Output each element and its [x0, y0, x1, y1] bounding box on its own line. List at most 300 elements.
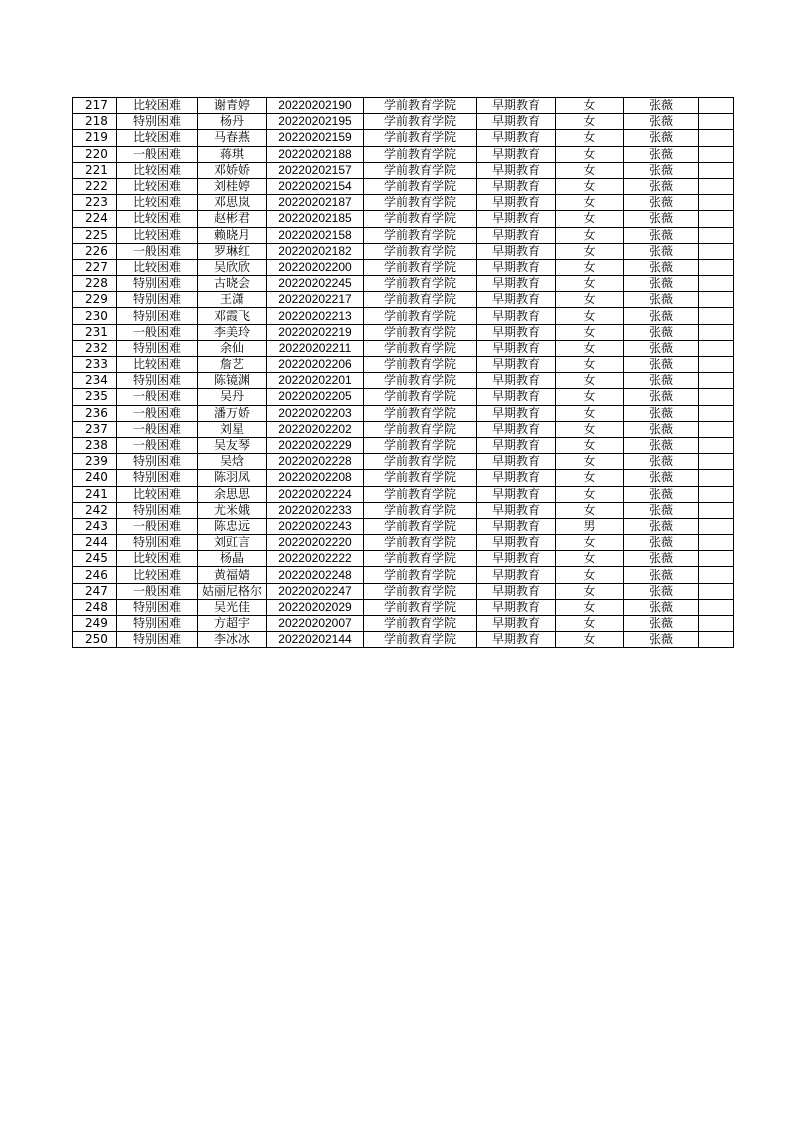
- cell-note: [699, 340, 734, 356]
- cell-counselor: 张薇: [624, 324, 699, 340]
- cell-student-name: 赵彬君: [198, 211, 267, 227]
- cell-note: [699, 227, 734, 243]
- cell-major: 早期教育: [477, 583, 556, 599]
- cell-college: 学前教育学院: [364, 632, 477, 648]
- table-row: [73, 454, 734, 470]
- cell-student-name: 吴焓: [198, 454, 267, 470]
- cell-student-name: 邓霞飞: [198, 308, 267, 324]
- cell-student-name: 杨丹: [198, 114, 267, 130]
- cell-student-name: 杨晶: [198, 551, 267, 567]
- table-row: [73, 535, 734, 551]
- cell-note: [699, 454, 734, 470]
- cell-difficulty-level: 特别困难: [117, 276, 198, 292]
- cell-note: [699, 276, 734, 292]
- cell-college: 学前教育学院: [364, 98, 477, 114]
- cell-student-id: 20220202222: [267, 551, 364, 567]
- cell-college: 学前教育学院: [364, 421, 477, 437]
- cell-major: 早期教育: [477, 405, 556, 421]
- cell-number: 244: [73, 535, 117, 551]
- cell-gender: 女: [556, 405, 624, 421]
- cell-student-id: 20220202188: [267, 146, 364, 162]
- cell-student-name: 古晓会: [198, 276, 267, 292]
- cell-college: 学前教育学院: [364, 616, 477, 632]
- cell-student-name: 吴光佳: [198, 599, 267, 615]
- cell-college: 学前教育学院: [364, 130, 477, 146]
- cell-note: [699, 324, 734, 340]
- cell-college: 学前教育学院: [364, 486, 477, 502]
- cell-gender: 女: [556, 114, 624, 130]
- cell-difficulty-level: 一般困难: [117, 518, 198, 534]
- cell-student-name: 谢青婷: [198, 98, 267, 114]
- cell-number: 231: [73, 324, 117, 340]
- cell-major: 早期教育: [477, 518, 556, 534]
- cell-number: 229: [73, 292, 117, 308]
- cell-student-name: 余仙: [198, 340, 267, 356]
- table-row: [73, 632, 734, 648]
- cell-number: 219: [73, 130, 117, 146]
- cell-student-id: 20220202205: [267, 389, 364, 405]
- cell-student-name: 刘桂婷: [198, 178, 267, 194]
- cell-college: 学前教育学院: [364, 211, 477, 227]
- cell-gender: 女: [556, 178, 624, 194]
- cell-number: 233: [73, 357, 117, 373]
- cell-major: 早期教育: [477, 146, 556, 162]
- cell-gender: 女: [556, 454, 624, 470]
- cell-gender: 女: [556, 421, 624, 437]
- cell-college: 学前教育学院: [364, 454, 477, 470]
- cell-major: 早期教育: [477, 599, 556, 615]
- cell-difficulty-level: 一般困难: [117, 243, 198, 259]
- table-row: [73, 502, 734, 518]
- cell-difficulty-level: 比较困难: [117, 130, 198, 146]
- cell-number: 230: [73, 308, 117, 324]
- cell-major: 早期教育: [477, 389, 556, 405]
- cell-student-name: 方超宇: [198, 616, 267, 632]
- cell-student-id: 20220202247: [267, 583, 364, 599]
- cell-major: 早期教育: [477, 98, 556, 114]
- table-row: [73, 599, 734, 615]
- cell-major: 早期教育: [477, 259, 556, 275]
- cell-counselor: 张薇: [624, 114, 699, 130]
- cell-gender: 女: [556, 583, 624, 599]
- cell-college: 学前教育学院: [364, 437, 477, 453]
- cell-note: [699, 437, 734, 453]
- cell-difficulty-level: 一般困难: [117, 437, 198, 453]
- cell-note: [699, 632, 734, 648]
- cell-student-name: 蒋琪: [198, 146, 267, 162]
- cell-number: 247: [73, 583, 117, 599]
- table-row: [73, 421, 734, 437]
- cell-college: 学前教育学院: [364, 405, 477, 421]
- cell-gender: 女: [556, 308, 624, 324]
- table-row: [73, 114, 734, 130]
- cell-student-id: 20220202219: [267, 324, 364, 340]
- cell-college: 学前教育学院: [364, 227, 477, 243]
- cell-gender: 女: [556, 195, 624, 211]
- cell-note: [699, 308, 734, 324]
- table-row: [73, 567, 734, 583]
- cell-gender: 男: [556, 518, 624, 534]
- cell-number: 248: [73, 599, 117, 615]
- cell-major: 早期教育: [477, 178, 556, 194]
- cell-student-id: 20220202243: [267, 518, 364, 534]
- cell-gender: 女: [556, 551, 624, 567]
- cell-number: 220: [73, 146, 117, 162]
- cell-major: 早期教育: [477, 502, 556, 518]
- cell-counselor: 张薇: [624, 567, 699, 583]
- cell-gender: 女: [556, 632, 624, 648]
- cell-note: [699, 535, 734, 551]
- cell-college: 学前教育学院: [364, 178, 477, 194]
- cell-student-name: 李美玲: [198, 324, 267, 340]
- cell-student-name: 罗琳红: [198, 243, 267, 259]
- cell-gender: 女: [556, 276, 624, 292]
- cell-note: [699, 146, 734, 162]
- cell-note: [699, 502, 734, 518]
- cell-gender: 女: [556, 470, 624, 486]
- cell-counselor: 张薇: [624, 211, 699, 227]
- cell-difficulty-level: 比较困难: [117, 227, 198, 243]
- cell-college: 学前教育学院: [364, 308, 477, 324]
- cell-gender: 女: [556, 243, 624, 259]
- cell-student-name: 邓娇娇: [198, 162, 267, 178]
- table-row: [73, 243, 734, 259]
- cell-major: 早期教育: [477, 130, 556, 146]
- cell-student-id: 20220202157: [267, 162, 364, 178]
- cell-difficulty-level: 比较困难: [117, 195, 198, 211]
- cell-college: 学前教育学院: [364, 389, 477, 405]
- cell-major: 早期教育: [477, 211, 556, 227]
- cell-note: [699, 162, 734, 178]
- cell-student-name: 陈羽凤: [198, 470, 267, 486]
- cell-student-id: 20220202217: [267, 292, 364, 308]
- table-row: [73, 405, 734, 421]
- cell-counselor: 张薇: [624, 357, 699, 373]
- cell-gender: 女: [556, 616, 624, 632]
- cell-student-id: 20220202228: [267, 454, 364, 470]
- cell-number: 228: [73, 276, 117, 292]
- cell-college: 学前教育学院: [364, 162, 477, 178]
- table-row: [73, 292, 734, 308]
- cell-difficulty-level: 比较困难: [117, 567, 198, 583]
- cell-gender: 女: [556, 340, 624, 356]
- cell-gender: 女: [556, 259, 624, 275]
- table-row: [73, 259, 734, 275]
- cell-gender: 女: [556, 599, 624, 615]
- cell-gender: 女: [556, 535, 624, 551]
- cell-number: 241: [73, 486, 117, 502]
- cell-difficulty-level: 一般困难: [117, 146, 198, 162]
- table-row: [73, 308, 734, 324]
- cell-student-id: 20220202182: [267, 243, 364, 259]
- cell-difficulty-level: 特别困难: [117, 535, 198, 551]
- cell-college: 学前教育学院: [364, 357, 477, 373]
- cell-counselor: 张薇: [624, 405, 699, 421]
- cell-major: 早期教育: [477, 632, 556, 648]
- cell-note: [699, 178, 734, 194]
- table-row: [73, 162, 734, 178]
- cell-number: 234: [73, 373, 117, 389]
- cell-student-name: 黄福婧: [198, 567, 267, 583]
- cell-counselor: 张薇: [624, 518, 699, 534]
- cell-number: 235: [73, 389, 117, 405]
- cell-counselor: 张薇: [624, 259, 699, 275]
- cell-student-name: 潘万娇: [198, 405, 267, 421]
- cell-student-name: 余思思: [198, 486, 267, 502]
- cell-counselor: 张薇: [624, 551, 699, 567]
- cell-gender: 女: [556, 324, 624, 340]
- cell-number: 224: [73, 211, 117, 227]
- cell-student-id: 20220202159: [267, 130, 364, 146]
- cell-student-id: 20220202195: [267, 114, 364, 130]
- cell-student-name: 姑丽尼格尔: [198, 583, 267, 599]
- cell-college: 学前教育学院: [364, 146, 477, 162]
- cell-difficulty-level: 特别困难: [117, 470, 198, 486]
- cell-college: 学前教育学院: [364, 470, 477, 486]
- cell-college: 学前教育学院: [364, 340, 477, 356]
- cell-major: 早期教育: [477, 373, 556, 389]
- cell-difficulty-level: 特别困难: [117, 114, 198, 130]
- cell-college: 学前教育学院: [364, 583, 477, 599]
- cell-number: 227: [73, 259, 117, 275]
- cell-counselor: 张薇: [624, 470, 699, 486]
- cell-difficulty-level: 特别困难: [117, 599, 198, 615]
- cell-student-name: 刘豇言: [198, 535, 267, 551]
- cell-difficulty-level: 比较困难: [117, 98, 198, 114]
- cell-number: 246: [73, 567, 117, 583]
- cell-counselor: 张薇: [624, 632, 699, 648]
- cell-student-name: 马春燕: [198, 130, 267, 146]
- cell-major: 早期教育: [477, 227, 556, 243]
- table-row: [73, 437, 734, 453]
- cell-student-name: 詹艺: [198, 357, 267, 373]
- cell-difficulty-level: 特别困难: [117, 616, 198, 632]
- cell-student-id: 20220202213: [267, 308, 364, 324]
- table-row: [73, 551, 734, 567]
- cell-note: [699, 421, 734, 437]
- cell-major: 早期教育: [477, 421, 556, 437]
- cell-difficulty-level: 一般困难: [117, 405, 198, 421]
- cell-gender: 女: [556, 98, 624, 114]
- table-row: [73, 211, 734, 227]
- cell-difficulty-level: 一般困难: [117, 421, 198, 437]
- cell-difficulty-level: 比较困难: [117, 162, 198, 178]
- cell-difficulty-level: 一般困难: [117, 583, 198, 599]
- cell-counselor: 张薇: [624, 308, 699, 324]
- cell-major: 早期教育: [477, 162, 556, 178]
- cell-major: 早期教育: [477, 616, 556, 632]
- cell-student-name: 邓思岚: [198, 195, 267, 211]
- cell-counselor: 张薇: [624, 599, 699, 615]
- cell-student-name: 王潇: [198, 292, 267, 308]
- cell-college: 学前教育学院: [364, 324, 477, 340]
- cell-number: 226: [73, 243, 117, 259]
- cell-note: [699, 357, 734, 373]
- cell-student-id: 20220202206: [267, 357, 364, 373]
- cell-student-id: 20220202203: [267, 405, 364, 421]
- cell-note: [699, 211, 734, 227]
- cell-student-name: 陈忠远: [198, 518, 267, 534]
- cell-college: 学前教育学院: [364, 502, 477, 518]
- cell-major: 早期教育: [477, 470, 556, 486]
- table-row: [73, 227, 734, 243]
- student-aid-table: [72, 97, 734, 648]
- cell-gender: 女: [556, 292, 624, 308]
- cell-counselor: 张薇: [624, 195, 699, 211]
- cell-number: 239: [73, 454, 117, 470]
- cell-major: 早期教育: [477, 114, 556, 130]
- cell-difficulty-level: 一般困难: [117, 389, 198, 405]
- table-row: [73, 276, 734, 292]
- cell-note: [699, 405, 734, 421]
- table-row: [73, 146, 734, 162]
- cell-student-id: 20220202248: [267, 567, 364, 583]
- cell-student-id: 20220202224: [267, 486, 364, 502]
- cell-number: 222: [73, 178, 117, 194]
- cell-counselor: 张薇: [624, 340, 699, 356]
- cell-student-id: 20220202007: [267, 616, 364, 632]
- cell-note: [699, 389, 734, 405]
- cell-note: [699, 373, 734, 389]
- cell-number: 242: [73, 502, 117, 518]
- cell-difficulty-level: 比较困难: [117, 211, 198, 227]
- cell-difficulty-level: 特别困难: [117, 292, 198, 308]
- cell-student-id: 20220202202: [267, 421, 364, 437]
- cell-gender: 女: [556, 130, 624, 146]
- cell-student-id: 20220202211: [267, 340, 364, 356]
- table-row: [73, 583, 734, 599]
- cell-student-id: 20220202187: [267, 195, 364, 211]
- cell-student-id: 20220202190: [267, 98, 364, 114]
- cell-difficulty-level: 特别困难: [117, 454, 198, 470]
- table-body: [73, 98, 734, 648]
- cell-major: 早期教育: [477, 551, 556, 567]
- cell-number: 232: [73, 340, 117, 356]
- cell-college: 学前教育学院: [364, 567, 477, 583]
- cell-major: 早期教育: [477, 308, 556, 324]
- cell-college: 学前教育学院: [364, 518, 477, 534]
- cell-difficulty-level: 特别困难: [117, 340, 198, 356]
- table-row: [73, 195, 734, 211]
- cell-student-name: 赖晓月: [198, 227, 267, 243]
- cell-college: 学前教育学院: [364, 259, 477, 275]
- cell-counselor: 张薇: [624, 373, 699, 389]
- cell-note: [699, 114, 734, 130]
- cell-difficulty-level: 比较困难: [117, 178, 198, 194]
- cell-major: 早期教育: [477, 454, 556, 470]
- cell-gender: 女: [556, 373, 624, 389]
- cell-note: [699, 583, 734, 599]
- cell-gender: 女: [556, 146, 624, 162]
- cell-gender: 女: [556, 502, 624, 518]
- cell-counselor: 张薇: [624, 130, 699, 146]
- cell-number: 218: [73, 114, 117, 130]
- cell-difficulty-level: 比较困难: [117, 486, 198, 502]
- cell-student-id: 20220202201: [267, 373, 364, 389]
- cell-difficulty-level: 特别困难: [117, 308, 198, 324]
- cell-gender: 女: [556, 437, 624, 453]
- cell-college: 学前教育学院: [364, 114, 477, 130]
- cell-counselor: 张薇: [624, 421, 699, 437]
- cell-number: 250: [73, 632, 117, 648]
- table-row: [73, 130, 734, 146]
- table-row: [73, 340, 734, 356]
- cell-note: [699, 470, 734, 486]
- cell-college: 学前教育学院: [364, 599, 477, 615]
- cell-difficulty-level: 特别困难: [117, 632, 198, 648]
- cell-student-name: 吴丹: [198, 389, 267, 405]
- table-row: [73, 373, 734, 389]
- cell-student-name: 李冰冰: [198, 632, 267, 648]
- table-row: [73, 470, 734, 486]
- cell-student-id: 20220202029: [267, 599, 364, 615]
- cell-note: [699, 567, 734, 583]
- cell-note: [699, 98, 734, 114]
- cell-student-id: 20220202144: [267, 632, 364, 648]
- cell-student-name: 陈镜渊: [198, 373, 267, 389]
- cell-gender: 女: [556, 357, 624, 373]
- cell-major: 早期教育: [477, 243, 556, 259]
- cell-note: [699, 259, 734, 275]
- cell-difficulty-level: 比较困难: [117, 259, 198, 275]
- cell-counselor: 张薇: [624, 535, 699, 551]
- cell-gender: 女: [556, 389, 624, 405]
- cell-number: 236: [73, 405, 117, 421]
- cell-counselor: 张薇: [624, 292, 699, 308]
- cell-difficulty-level: 一般困难: [117, 324, 198, 340]
- cell-counselor: 张薇: [624, 454, 699, 470]
- cell-counselor: 张薇: [624, 502, 699, 518]
- cell-major: 早期教育: [477, 195, 556, 211]
- cell-counselor: 张薇: [624, 227, 699, 243]
- cell-college: 学前教育学院: [364, 292, 477, 308]
- table-row: [73, 616, 734, 632]
- cell-counselor: 张薇: [624, 389, 699, 405]
- cell-student-name: 刘星: [198, 421, 267, 437]
- cell-number: 237: [73, 421, 117, 437]
- cell-note: [699, 243, 734, 259]
- cell-college: 学前教育学院: [364, 195, 477, 211]
- cell-major: 早期教育: [477, 535, 556, 551]
- cell-student-id: 20220202154: [267, 178, 364, 194]
- cell-gender: 女: [556, 162, 624, 178]
- cell-note: [699, 616, 734, 632]
- cell-gender: 女: [556, 211, 624, 227]
- cell-counselor: 张薇: [624, 583, 699, 599]
- cell-student-id: 20220202229: [267, 437, 364, 453]
- cell-counselor: 张薇: [624, 276, 699, 292]
- table-row: [73, 324, 734, 340]
- cell-number: 225: [73, 227, 117, 243]
- cell-note: [699, 551, 734, 567]
- table-row: [73, 486, 734, 502]
- cell-major: 早期教育: [477, 292, 556, 308]
- cell-major: 早期教育: [477, 486, 556, 502]
- cell-student-id: 20220202200: [267, 259, 364, 275]
- cell-note: [699, 599, 734, 615]
- cell-difficulty-level: 比较困难: [117, 357, 198, 373]
- cell-gender: 女: [556, 227, 624, 243]
- cell-note: [699, 518, 734, 534]
- cell-gender: 女: [556, 567, 624, 583]
- table-row: [73, 178, 734, 194]
- cell-major: 早期教育: [477, 357, 556, 373]
- cell-counselor: 张薇: [624, 616, 699, 632]
- table-row: [73, 518, 734, 534]
- cell-college: 学前教育学院: [364, 276, 477, 292]
- cell-number: 238: [73, 437, 117, 453]
- cell-college: 学前教育学院: [364, 551, 477, 567]
